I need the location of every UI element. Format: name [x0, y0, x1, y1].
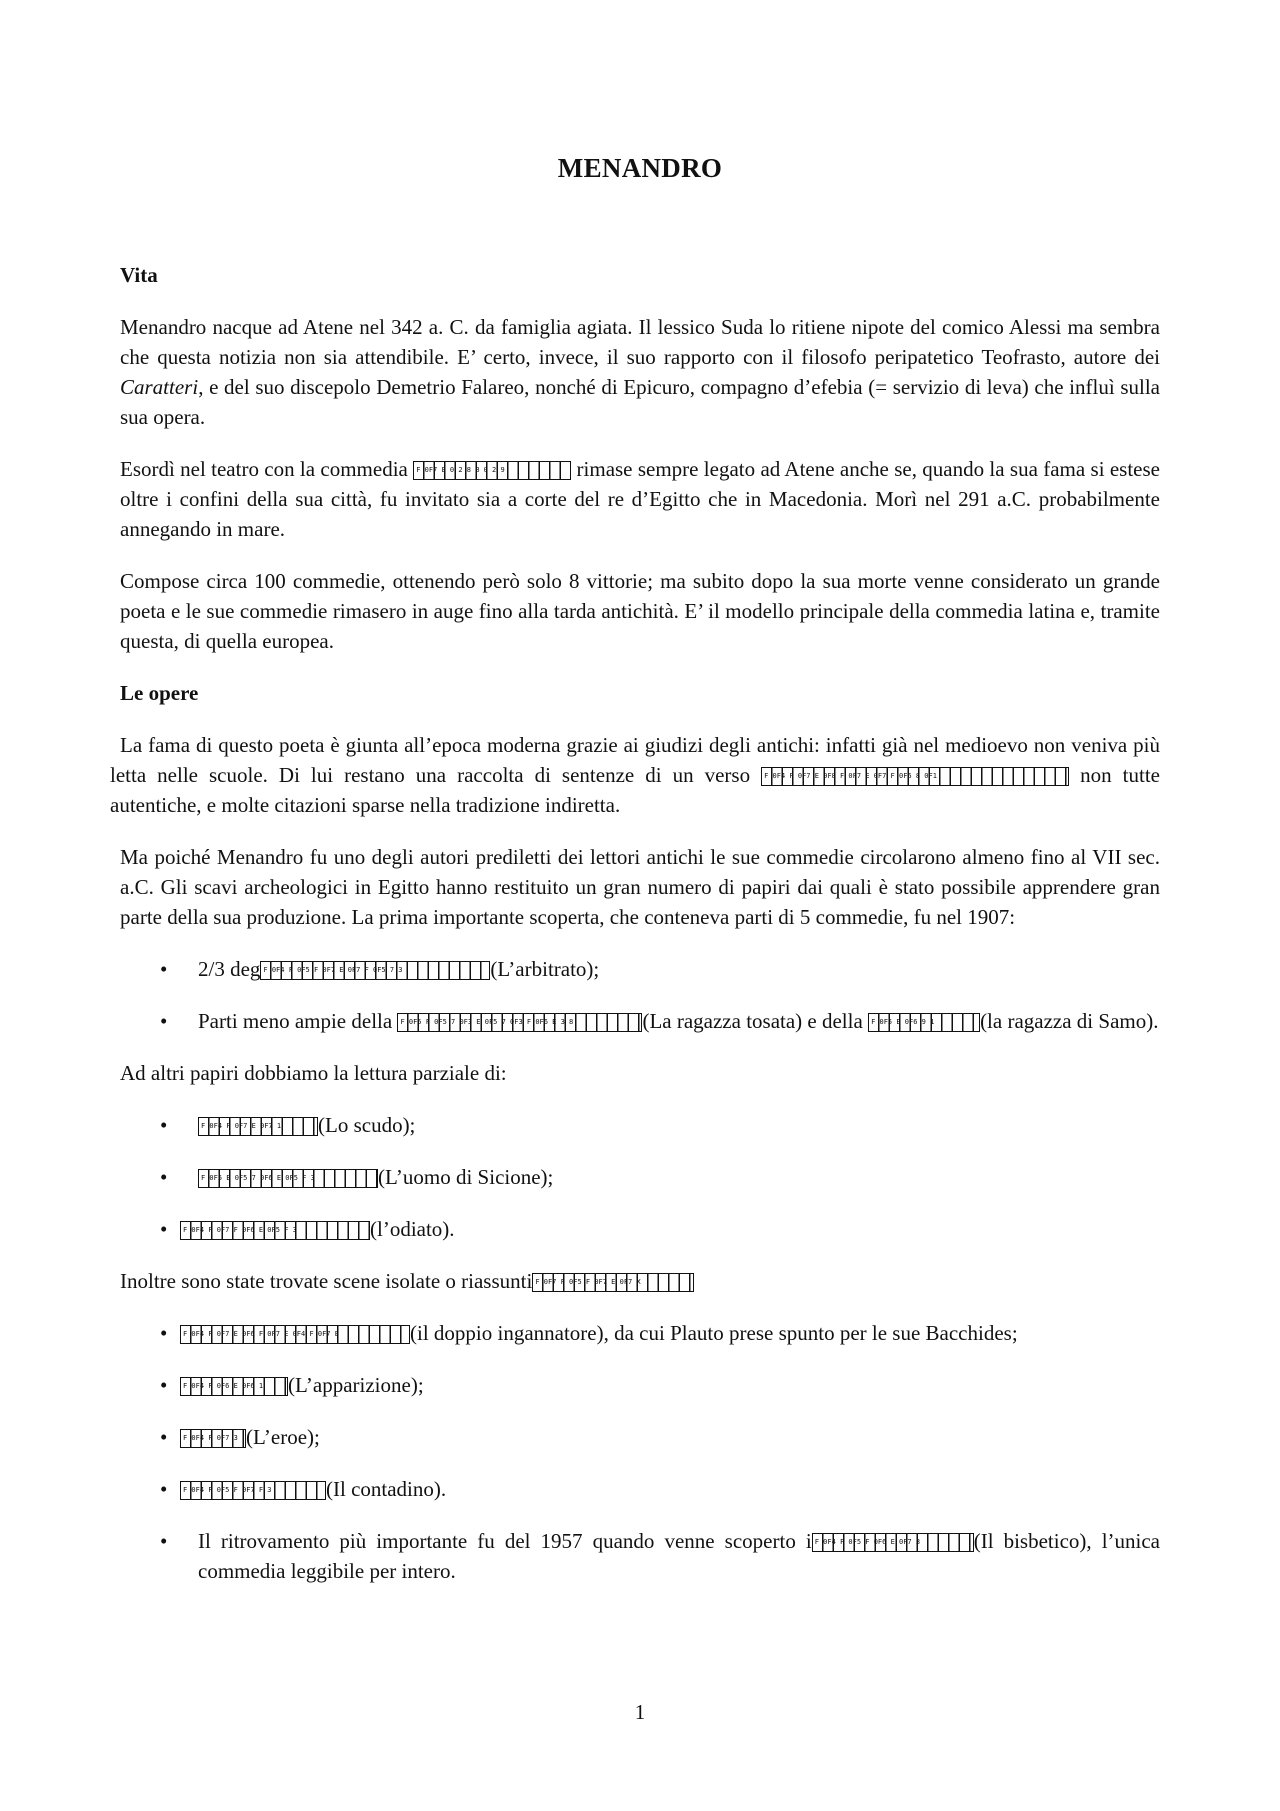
bullet-list-1	[120, 954, 1160, 1036]
text-span: Menandro nacque ad Atene nel 342 a. C. da famiglia agiata. Il lessico Suda lo ritiene nipote del comico Alessi ma sembra che questa notizia non sia attendibile. E’ certo, invece, il suo rapporto con il filosofo peripatetico Teofrasto, autore dei	[120, 315, 1160, 369]
missing-greek-glyphs: F 0F4 F 0F5 F 0F6 E 0F7 3	[812, 1533, 974, 1552]
missing-greek-glyphs: F 0F5 E 0F6 9 1	[868, 1013, 980, 1032]
text-span: La fama di questo poeta è giunta all’epoca moderna grazie ai giudizi degli antichi: infatti già nel medioevo non veniva più letta nelle scuole. Di lui restano una raccolta di sentenze di un verso	[110, 733, 1160, 787]
text-span: (La ragazza tosata) e della	[642, 1009, 869, 1033]
list-item	[120, 1110, 1160, 1140]
bullet-dot: •	[160, 1373, 168, 1397]
list-item	[120, 1370, 1160, 1400]
text-span: (il doppio ingannatore), da cui Plauto prese spunto per le sue Bacchides;	[410, 1321, 1018, 1345]
paragraph-vita-2	[120, 454, 1160, 544]
bullet-list-3	[120, 1318, 1160, 1586]
text-span: (Lo scudo);	[318, 1113, 416, 1137]
missing-greek-glyphs: F 0F7 E 0 2 8 B 0 2 9	[413, 461, 571, 480]
paragraph-opere-1	[110, 730, 1160, 820]
text-span: (Il contadino).	[326, 1477, 447, 1501]
text-span: (Il bisbetico), l’unica commedia leggibile per intero.	[198, 1529, 1161, 1583]
missing-greek-glyphs: F 0F4 F 0F5 F 0F7 F 3	[180, 1481, 326, 1500]
list-item	[120, 1006, 1160, 1036]
text-span: (L’uomo di Sicione);	[378, 1165, 554, 1189]
bullet-dot: •	[160, 1009, 168, 1033]
text-span: (l’odiato).	[370, 1217, 455, 1241]
text-span: non tutte autentiche, e molte citazioni sparse nella tradizione indiretta.	[110, 763, 1160, 817]
bullet-dot: •	[160, 1165, 168, 1189]
page-title: MENANDRO	[557, 153, 723, 183]
text-span: rimase sempre legato ad Atene anche se, quando la sua fama si estese oltre i confini della sua città, fu invitato sia a corte del re d’Egitto che in Macedonia. Morì nel 291 a.C. probabilmente annegando in mare.	[120, 457, 1160, 541]
paragraph-opere-2: Ma poiché Menandro fu uno degli autori prediletti dei lettori antichi le sue commedie circolarono almeno fino al VII sec. a.C. Gli scavi archeologici in Egitto hanno restituito un gran numero di papiri dai quali è stato possibile apprendere gran parte della sua produzione. La prima importante scoperta, che conteneva parti di 5 commedie, fu nel 1907:	[120, 845, 1160, 929]
list-item	[120, 1474, 1160, 1504]
missing-greek-glyphs: F 0F4 F 0F7 E 0F8 F 0F7 E 0F7 F 0F6 8 0F1	[761, 767, 1069, 786]
list-item	[120, 1318, 1160, 1348]
list-item	[120, 1422, 1160, 1452]
list-item	[120, 1162, 1160, 1192]
bullet-dot: •	[160, 1217, 168, 1241]
bullet-dot: •	[160, 1477, 168, 1501]
section-heading-vita: Vita	[120, 263, 158, 287]
text-span: (L’eroe);	[246, 1425, 320, 1449]
list-item	[120, 1526, 1160, 1586]
text-span: Inoltre sono state trovate scene isolate o riassunti	[120, 1269, 533, 1293]
paragraph-vita-1	[120, 312, 1160, 432]
missing-greek-glyphs: F 0F4 F 0F5 F 0F7 E 0F7 F 0F5 7 3	[260, 961, 490, 980]
bullet-dot: •	[160, 1425, 168, 1449]
text-span: (L’apparizione);	[288, 1373, 424, 1397]
missing-greek-glyphs: F 0F4 F 0F7 F 0F6 E 0F5 F 3	[180, 1221, 370, 1240]
text-span: Il ritrovamento più importante fu del 1957 quando venne scoperto i	[198, 1529, 812, 1553]
missing-greek-glyphs: F 0F4 F 0F7 3	[180, 1429, 246, 1448]
missing-greek-glyphs: F 0F5 F 0F5 7 0F3 E 0F5 7 0F3 F 0F6 E 3 8	[397, 1013, 642, 1032]
missing-greek-glyphs: F 0F5 E 0F5 7 0F6 E 0F5 F 3	[198, 1169, 378, 1188]
text-span: (la ragazza di Samo).	[980, 1009, 1159, 1033]
missing-greek-glyphs: F 0F4 F 0F6 E 0F6 1	[180, 1377, 288, 1396]
text-span: , e del suo discepolo Demetrio Falareo, nonché di Epicuro, compagno d’efebia (= servizio di leva) che influì sulla sua opera.	[120, 375, 1160, 429]
text-span: Parti meno ampie della	[198, 1009, 398, 1033]
bullet-dot: •	[160, 1529, 168, 1553]
paragraph-opere-4	[120, 1266, 1160, 1296]
bullet-dot: •	[160, 1113, 168, 1137]
bullet-list-2	[120, 1110, 1160, 1244]
page-number: 1	[634, 1700, 646, 1724]
paragraph-opere-3: Ad altri papiri dobbiamo la lettura parziale di:	[120, 1061, 507, 1085]
italic-title-caratteri: Caratteri	[120, 375, 199, 399]
bullet-dot: •	[160, 957, 168, 981]
text-span: 2/3 deg	[198, 957, 261, 981]
bullet-dot: •	[160, 1321, 168, 1345]
list-item	[120, 954, 1160, 984]
text-span: Esordì nel teatro con la commedia	[120, 457, 414, 481]
text-span: (L’arbitrato);	[490, 957, 600, 981]
section-heading-opere: Le opere	[120, 681, 199, 705]
page-content	[110, 150, 1161, 1586]
missing-greek-glyphs: F 0F7 F 0F5 F 0F7 E 0F7 X	[532, 1273, 694, 1292]
missing-greek-glyphs: F 0F4 F 0F7 E 0F7 1	[198, 1117, 318, 1136]
missing-greek-glyphs: F 0F4 F 0F7 E 0F6 F 0F7 E 0F4 F 0F7 E	[180, 1325, 410, 1344]
paragraph-vita-3: Compose circa 100 commedie, ottenendo però solo 8 vittorie; ma subito dopo la sua morte venne considerato un grande poeta e le sue commedie rimasero in auge fino alla tarda antichità. E’ il modello principale della commedia latina e, tramite questa, di quella europea.	[120, 569, 1160, 653]
list-item	[120, 1214, 1160, 1244]
